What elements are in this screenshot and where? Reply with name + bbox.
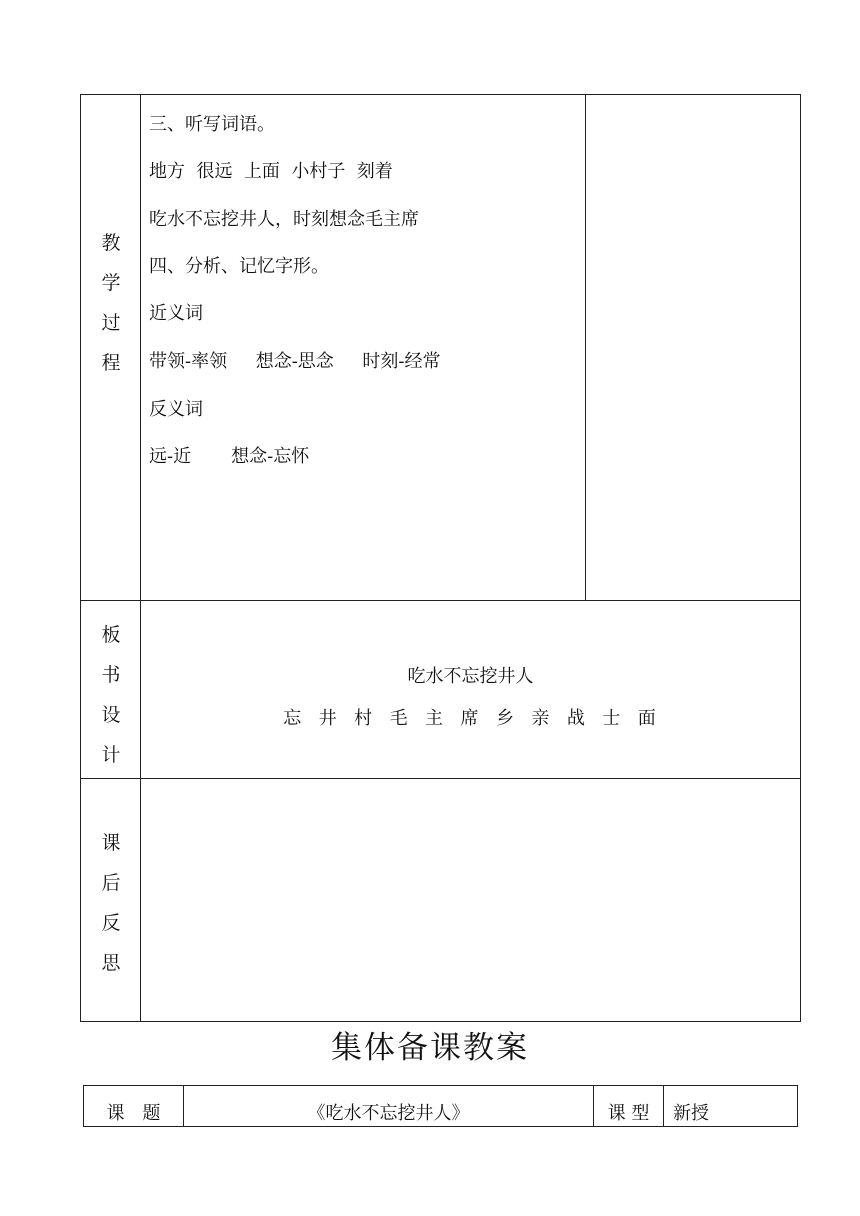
label-char: 板 [101,624,121,646]
info-border-top [83,1085,798,1086]
board-title: 吃水不忘挖井人 [407,666,534,687]
label-char: 思 [101,952,121,974]
process-line-dictation-words: 地方 很远 上面 小村子 刻着 [149,161,393,182]
label-char: 后 [101,872,121,894]
process-line-dictation-heading: 三、听写词语。 [149,114,275,135]
label-char: 设 [101,704,121,726]
label-char: 程 [101,352,121,374]
label-char: 过 [101,312,121,334]
info-border-bottom [83,1126,798,1127]
lesson-type-value: 新授 [673,1103,709,1124]
label-char: 课 [101,832,121,854]
lesson-title-value: 《吃水不忘挖井人》 [307,1103,470,1124]
lesson-type-label: 课 型 [607,1103,650,1124]
info-divider-3 [663,1085,664,1127]
reflection-label [81,823,141,983]
process-line-synonyms-heading: 近义词 [149,303,203,324]
label-char: 计 [101,744,121,766]
notes-cell [586,95,800,600]
label-char: 反 [101,912,121,934]
table-border-right [800,94,801,1022]
process-line-dictation-sentence: 吃水不忘挖井人，时刻想念毛主席 [149,209,419,230]
lesson-title-label: 课 题 [106,1103,161,1124]
document-title: 集体备课教案 [331,1030,529,1066]
process-line-synonyms: 带领-率领 想念-思念 时刻-经常 [149,351,441,372]
info-border-right [797,1085,798,1127]
board-characters: 忘 井 村 毛 主 席 乡 亲 战 士 面 [283,708,658,729]
row-divider-1 [80,600,801,601]
board-design-label [81,615,141,775]
teaching-process-label [81,223,141,383]
label-char: 书 [101,664,121,686]
process-line-analysis-heading: 四、分析、记忆字形。 [149,256,329,277]
reflection-cell [141,779,800,1021]
process-line-antonyms-heading: 反义词 [149,399,203,420]
label-char: 教 [101,232,121,254]
process-line-antonyms: 远-近 想念-忘怀 [149,446,310,467]
label-char: 学 [101,272,121,294]
